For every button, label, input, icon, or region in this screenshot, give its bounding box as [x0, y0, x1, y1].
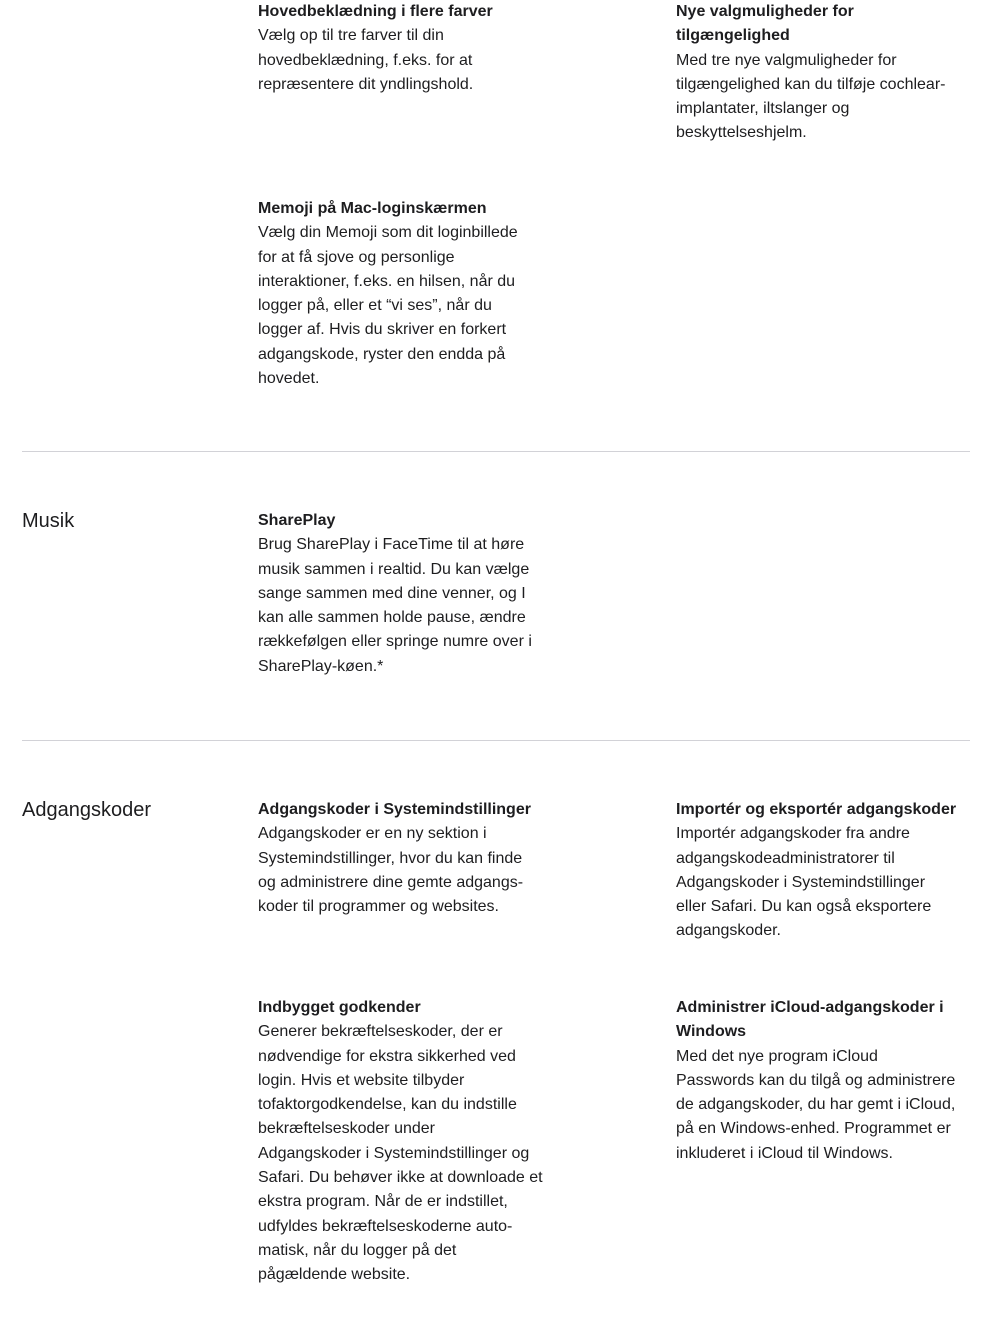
- feature-import-export-passwords: [676, 798, 981, 944]
- feature-title: Hovedbeklædning i flere farver: [258, 3, 493, 20]
- feature-title: Indbygget godkender: [258, 999, 421, 1016]
- feature-description: Vælg op til tre farver til din hovedbeklædning, f.eks. for at repræsentere dit yndlingshold.: [258, 27, 474, 93]
- section-divider: [22, 740, 970, 741]
- feature-description: Med det nye program iCloud Passwords kan du tilgå og administrere de adgangskoder, du har gemt i iCloud, på en Windows-enhed. Programmet er inkluderet i iCloud til Windows.: [676, 1047, 956, 1162]
- feature-passwords-system-settings: [258, 798, 588, 919]
- feature-title: Nye valgmuligheder for tilgængelighed: [676, 3, 854, 45]
- feature-title: SharePlay: [258, 512, 336, 529]
- section-divider: [22, 451, 970, 452]
- feature-accessibility-options: [676, 0, 976, 146]
- feature-built-in-authenticator: [258, 996, 588, 1288]
- feature-description: Vælg din Memoji som dit loginbillede for at få sjove og personlige interaktioner, f.eks. en hilsen, når du logger på, eller et “vi ses”, når du logger af. Hvis du skriver en forkert adgangskode, ryster den endda på hovedet.: [258, 224, 518, 388]
- feature-title: Administrer iCloud-adgangskoder i Windows: [676, 999, 944, 1041]
- feature-shareplay: [258, 509, 588, 679]
- feature-title: Importér og eksportér adgangskoder: [676, 801, 957, 818]
- feature-description: Importér adgangskoder fra andre adgangskodeadministratorer til Adgangskoder i Systemindstillinger eller Safari. Du kan også eksportere adgangskoder.: [676, 825, 932, 940]
- feature-title: Memoji på Mac-loginskærmen: [258, 200, 487, 217]
- feature-memoji-login: [258, 197, 588, 391]
- feature-description: Brug SharePlay i FaceTime til at høre musik sammen i realtid. Du kan vælge sange sammen med dine venner, og I kan alle sammen holde pause, ændre rækkefølgen eller springe numre over i SharePlay-køen.*: [258, 536, 532, 675]
- feature-description: Generer bekræftelseskoder, der er nødvendige for ekstra sikkerhed ved login. Hvis et website tilbyder tofaktorgodkendelse, kan du indstille bekræftelseskoder under Adgangskoder i Systemindstillinger og Safari. Du behøver ikke at downloade et ekstra program. Når de er indstillet, udfyldes bekræftelseskoderne auto- matisk, når du logger på det pågældende website.: [258, 1023, 543, 1284]
- section-heading-adgangskoder: Adgangskoder: [22, 799, 151, 821]
- feature-multicolor-headwear: [258, 0, 588, 97]
- section-heading-musik: Musik: [22, 510, 75, 532]
- feature-description: Med tre nye valgmuligheder for tilgængelighed kan du tilføje cochlear- implantater, iltslanger og beskyttelseshjelm.: [676, 51, 946, 142]
- feature-title: Adgangskoder i Systemindstillinger: [258, 801, 531, 818]
- feature-description: Adgangskoder er en ny sektion i Systemindstillinger, hvor du kan finde og administrere dine gemte adgangs- koder til programmer og websites.: [258, 825, 524, 916]
- feature-icloud-passwords-windows: [676, 996, 981, 1166]
